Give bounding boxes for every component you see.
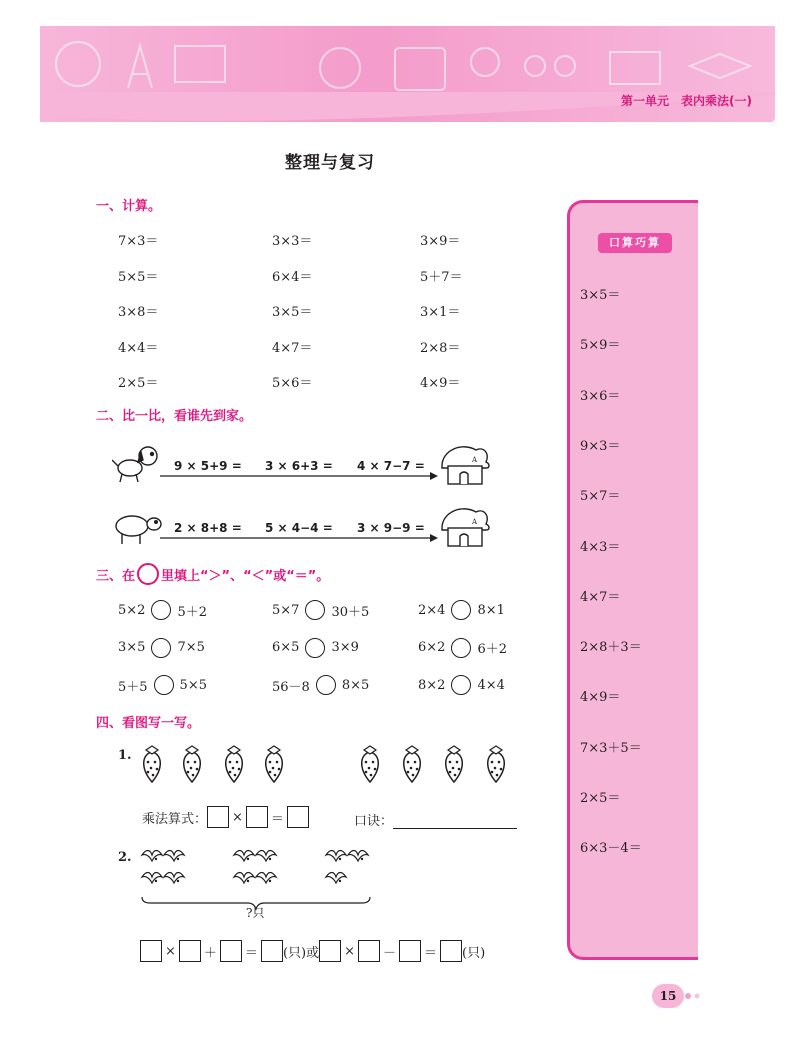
compare-item <box>118 675 207 695</box>
calc-item: 3×9＝ <box>420 234 461 249</box>
strawberry-icon <box>488 746 505 782</box>
section3-heading-post: 里填上“＞”、“＜”或“＝”。 <box>161 568 330 584</box>
answer-box[interactable] <box>287 806 309 828</box>
panel-item: 4×9＝ <box>580 690 621 706</box>
q2-brace-label: ?只 <box>246 906 265 920</box>
compare-left: 5×7 <box>272 602 300 618</box>
strawberry-icon <box>266 746 283 782</box>
calc-item: 2×5＝ <box>118 376 159 391</box>
q1-verse-row <box>354 810 517 829</box>
section4-heading: 四、看图写一写。 <box>96 716 201 731</box>
compare-right: 5＋2 <box>177 604 207 620</box>
race-expression: 5 × 4−4 = <box>265 521 333 535</box>
compare-circle[interactable] <box>154 675 174 695</box>
unit-label: (只) <box>462 945 486 961</box>
compare-item <box>272 600 369 620</box>
compare-right: 30＋5 <box>331 604 370 620</box>
circle-icon <box>137 563 159 585</box>
q1-formula-label: 乘法算式： <box>142 811 208 827</box>
sheep-icon <box>116 516 161 544</box>
house-icon <box>442 509 489 546</box>
bag-icon <box>395 48 445 90</box>
strawberry-icon <box>226 746 243 782</box>
compare-left: 5＋5 <box>118 679 148 695</box>
compare-left: 2×4 <box>418 602 446 618</box>
answer-box[interactable] <box>246 806 268 828</box>
globe-icon <box>56 42 100 86</box>
bird-icon <box>326 873 346 884</box>
section1-heading: 一、计算。 <box>96 199 162 214</box>
compare-circle[interactable] <box>305 638 325 658</box>
bird-icon <box>326 851 346 862</box>
race-expression: 9 × 5+9 = <box>174 459 242 473</box>
q1-verse-label: 口诀： <box>354 814 394 829</box>
strawberry-icon <box>446 746 463 782</box>
strawberry-icon <box>362 746 379 782</box>
compare-right: 8×1 <box>477 602 505 618</box>
strawberries-picture <box>130 740 530 790</box>
bird-group-1 <box>142 851 184 884</box>
compare-left: 5×2 <box>118 602 146 618</box>
compare-right: 3×9 <box>331 640 359 655</box>
compare-item <box>118 600 207 620</box>
unit-label: (只) <box>282 945 307 961</box>
bird-icon <box>142 851 162 862</box>
answer-box[interactable] <box>261 940 283 962</box>
bird-icon <box>164 873 184 884</box>
answer-box[interactable] <box>399 940 421 962</box>
race-expression: 3 × 9−9 = <box>357 521 425 535</box>
panel-item: 4×3＝ <box>580 539 621 555</box>
svg-text:A: A <box>472 456 478 464</box>
calc-item: 2×8＝ <box>420 340 461 356</box>
answer-box[interactable] <box>140 940 162 962</box>
bird-icon <box>234 851 254 862</box>
compare-item <box>272 675 369 695</box>
glasses-icon <box>525 56 545 76</box>
section2-heading: 二、比一比，看谁先到家。 <box>96 409 253 424</box>
compare-right: 4×4 <box>477 677 505 693</box>
or-label: 或 <box>306 945 320 961</box>
race-expression: 2 × 8+8 = <box>174 521 242 535</box>
panel-item: 2×5＝ <box>580 791 621 806</box>
section3-heading-pre: 三、在 <box>96 568 136 584</box>
panel-item: 5×9＝ <box>580 338 621 354</box>
panel-item: 9×3＝ <box>580 438 621 454</box>
section3-heading <box>96 563 329 585</box>
compare-circle[interactable] <box>316 675 336 695</box>
q2-number: 2. <box>118 850 132 865</box>
graduation-cap-icon <box>690 54 750 78</box>
calc-item: 4×4＝ <box>118 340 159 356</box>
notebook-icon <box>610 52 660 84</box>
house-icon <box>442 447 489 484</box>
compare-circle[interactable] <box>451 638 471 658</box>
calc-item: 3×1＝ <box>420 305 461 320</box>
calc-item: 5×6＝ <box>272 376 313 391</box>
calc-item: 5＋7＝ <box>420 269 463 285</box>
compare-right: 8×5 <box>341 677 370 693</box>
compare-item <box>272 638 359 658</box>
bird-group-3 <box>326 851 368 884</box>
bird-icon <box>234 873 254 884</box>
arrow-head-icon <box>430 472 438 480</box>
compare-circle[interactable] <box>451 600 471 620</box>
svg-text:A: A <box>472 518 478 526</box>
compare-circle[interactable] <box>151 638 171 658</box>
answer-box[interactable] <box>207 806 229 828</box>
page-number: 15 <box>652 984 684 1008</box>
compass-icon <box>128 46 152 88</box>
q1-formula-row: 乘法算式： × ＝ <box>142 806 309 828</box>
compare-circle[interactable] <box>151 600 171 620</box>
verse-answer-line[interactable] <box>393 814 517 829</box>
compare-circle[interactable] <box>451 675 471 695</box>
calc-item: 3×8＝ <box>118 305 159 320</box>
compare-left: 6×5 <box>272 640 300 655</box>
bird-icon <box>256 873 276 884</box>
bird-group-2 <box>234 851 276 884</box>
compare-left: 6×2 <box>418 640 446 655</box>
compare-left: 56－8 <box>272 679 310 695</box>
strawberry-icon <box>144 746 161 782</box>
compare-right: 5×5 <box>179 677 207 693</box>
calc-item: 4×9＝ <box>420 376 461 391</box>
q1-number: 1. <box>118 748 132 763</box>
answer-box[interactable] <box>179 940 201 962</box>
answer-box[interactable] <box>440 940 462 962</box>
calc-item: 7×3＝ <box>118 234 159 249</box>
compare-item <box>418 675 505 695</box>
calc-item: 5×5＝ <box>118 269 159 285</box>
arrow-head-icon <box>430 534 438 542</box>
compare-item <box>418 600 505 620</box>
page-title: 整理与复习 <box>285 153 375 173</box>
race-expression: 4 × 7−7 = <box>357 459 425 473</box>
panel-item: 2×8＋3＝ <box>580 640 642 656</box>
bird-icon <box>142 873 162 884</box>
compare-right: 6＋2 <box>477 642 507 657</box>
compare-left: 3×5 <box>118 640 146 655</box>
panel-item: 4×7＝ <box>580 589 621 605</box>
compare-item <box>118 638 205 658</box>
calc-item: 3×5＝ <box>272 305 313 320</box>
bird-icon <box>164 851 184 862</box>
strawberry-icon <box>184 746 201 782</box>
bird-icon <box>256 851 276 862</box>
book-icon <box>175 46 225 82</box>
compare-right: 7×5 <box>177 640 205 655</box>
calc-item: 3×3＝ <box>272 234 313 249</box>
compare-item <box>418 638 507 658</box>
panel-item: 3×6＝ <box>580 388 621 404</box>
dog-icon <box>112 447 157 482</box>
answer-box[interactable] <box>358 940 380 962</box>
panel-item: 5×7＝ <box>580 489 621 505</box>
compare-circle[interactable] <box>305 600 325 620</box>
calc-item: 6×4＝ <box>272 269 313 285</box>
answer-box[interactable] <box>220 940 242 962</box>
bird-icon <box>348 851 368 862</box>
magnifier-icon <box>471 48 499 76</box>
calc-item: 4×7＝ <box>272 340 313 356</box>
answer-box[interactable] <box>319 940 341 962</box>
unit-title: 第一单元 表内乘法(一) <box>621 94 752 108</box>
panel-badge: 口算巧算 <box>598 233 672 253</box>
q2-formula-row: × ＋ ＝ (只) 或 × － ＝ (只) <box>140 940 485 962</box>
panel-item: 6×3－4＝ <box>580 841 642 857</box>
strawberry-icon <box>404 746 421 782</box>
race-expression: 3 × 6+3 = <box>265 459 333 473</box>
panel-item: 7×3＋5＝ <box>580 740 642 756</box>
alarm-clock-icon <box>320 48 360 88</box>
panel-item: 3×5＝ <box>580 288 621 303</box>
page-dots-icon <box>684 991 704 1001</box>
compare-left: 8×2 <box>418 677 446 693</box>
